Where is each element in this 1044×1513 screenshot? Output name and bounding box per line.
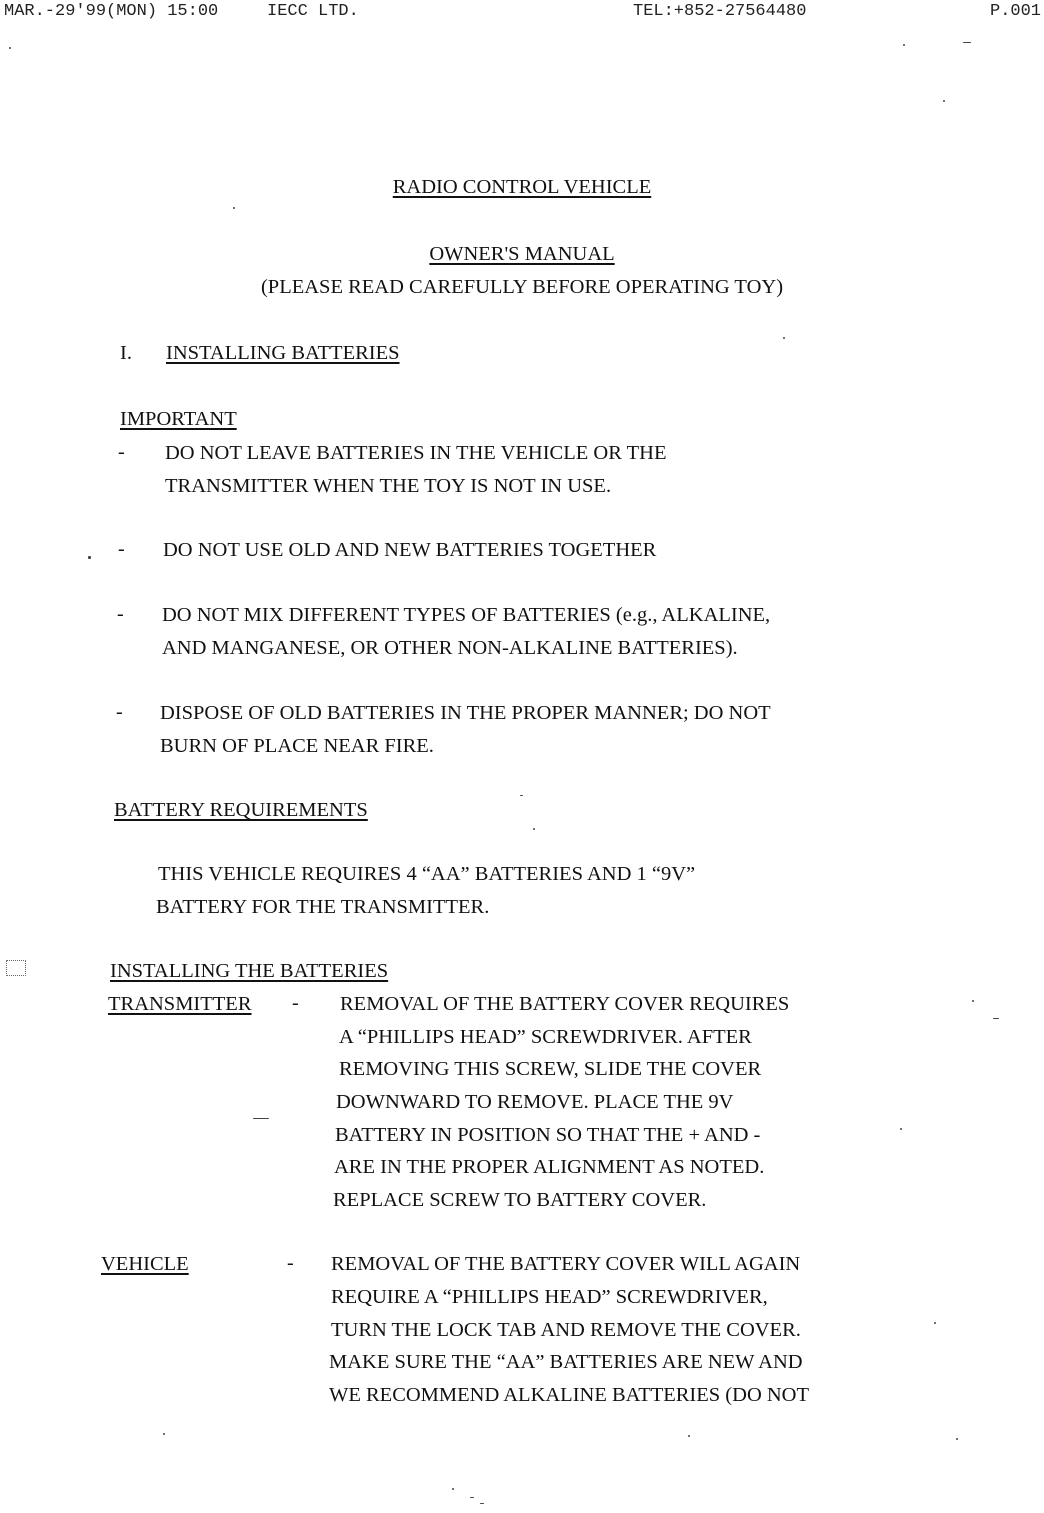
battery-requirements-line-2: BATTERY FOR THE TRANSMITTER. <box>156 896 490 918</box>
battery-requirements-line-1: THIS VEHICLE REQUIRES 4 “AA” BATTERIES AND 1 “9V” <box>158 863 696 885</box>
important-heading: IMPORTANT <box>120 408 237 430</box>
manual-subtitle: OWNER'S MANUAL <box>429 243 615 265</box>
vehicle-label: VEHICLE <box>101 1253 189 1275</box>
vehicle-line-2: REQUIRE A “PHILLIPS HEAD” SCREWDRIVER, <box>331 1286 768 1308</box>
fax-tel: TEL:+852-27564480 <box>633 2 807 21</box>
important-item-4-line-2: BURN OF PLACE NEAR FIRE. <box>160 735 434 757</box>
bullet-dash: - <box>118 538 125 560</box>
manual-subtitle-wrap <box>0 242 1044 266</box>
important-item-4-line-1: DISPOSE OF OLD BATTERIES IN THE PROPER MANNER; DO NOT <box>160 702 771 724</box>
vehicle-line-5: WE RECOMMEND ALKALINE BATTERIES (DO NOT <box>329 1384 809 1406</box>
vehicle-line-4: MAKE SURE THE “AA” BATTERIES ARE NEW AND <box>329 1351 803 1373</box>
document-title-wrap <box>0 175 1044 199</box>
important-item-3-line-2: AND MANGANESE, OR OTHER NON-ALKALINE BATTERIES). <box>162 637 738 659</box>
installing-heading: INSTALLING THE BATTERIES <box>110 960 389 982</box>
bullet-dash: - <box>118 441 125 463</box>
fax-date-time: MAR.-29'99(MON) 15:00 <box>4 2 219 21</box>
transmitter-line-3: REMOVING THIS SCREW, SLIDE THE COVER <box>339 1058 762 1080</box>
fax-page-number: P.001 <box>990 2 1042 21</box>
fax-sender: IECC LTD. <box>267 2 359 21</box>
section-heading: INSTALLING BATTERIES <box>166 342 400 364</box>
document-title: RADIO CONTROL VEHICLE <box>392 176 652 198</box>
vehicle-dash: - <box>287 1252 294 1274</box>
read-carefully-note: (PLEASE READ CAREFULLY BEFORE OPERATING TOY) <box>260 276 784 298</box>
important-item-3-line-1: DO NOT MIX DIFFERENT TYPES OF BATTERIES (e.g., ALKALINE, <box>162 604 771 626</box>
section-number: I. <box>120 342 132 364</box>
transmitter-line-1: REMOVAL OF THE BATTERY COVER REQUIRES <box>340 993 790 1015</box>
transmitter-label: TRANSMITTER <box>108 993 252 1015</box>
fax-header <box>0 2 1044 26</box>
bullet-dash: - <box>116 701 123 723</box>
vehicle-line-3: TURN THE LOCK TAB AND REMOVE THE COVER. <box>331 1319 801 1341</box>
important-item-1-line-2: TRANSMITTER WHEN THE TOY IS NOT IN USE. <box>165 475 612 497</box>
transmitter-line-7: REPLACE SCREW TO BATTERY COVER. <box>333 1189 707 1211</box>
transmitter-line-6: ARE IN THE PROPER ALIGNMENT AS NOTED. <box>334 1156 765 1178</box>
transmitter-line-5: BATTERY IN POSITION SO THAT THE + AND - <box>335 1124 761 1146</box>
vehicle-line-1: REMOVAL OF THE BATTERY COVER WILL AGAIN <box>331 1253 801 1275</box>
battery-requirements-heading: BATTERY REQUIREMENTS <box>114 799 368 821</box>
important-item-1-line-1: DO NOT LEAVE BATTERIES IN THE VEHICLE OR THE <box>165 442 667 464</box>
bullet-dash: - <box>117 603 124 625</box>
transmitter-dash: - <box>292 992 299 1014</box>
transmitter-line-2: A “PHILLIPS HEAD” SCREWDRIVER. AFTER <box>339 1026 752 1048</box>
transmitter-line-4: DOWNWARD TO REMOVE. PLACE THE 9V <box>336 1091 734 1113</box>
important-item-2-line-1: DO NOT USE OLD AND NEW BATTERIES TOGETHER <box>163 539 657 561</box>
